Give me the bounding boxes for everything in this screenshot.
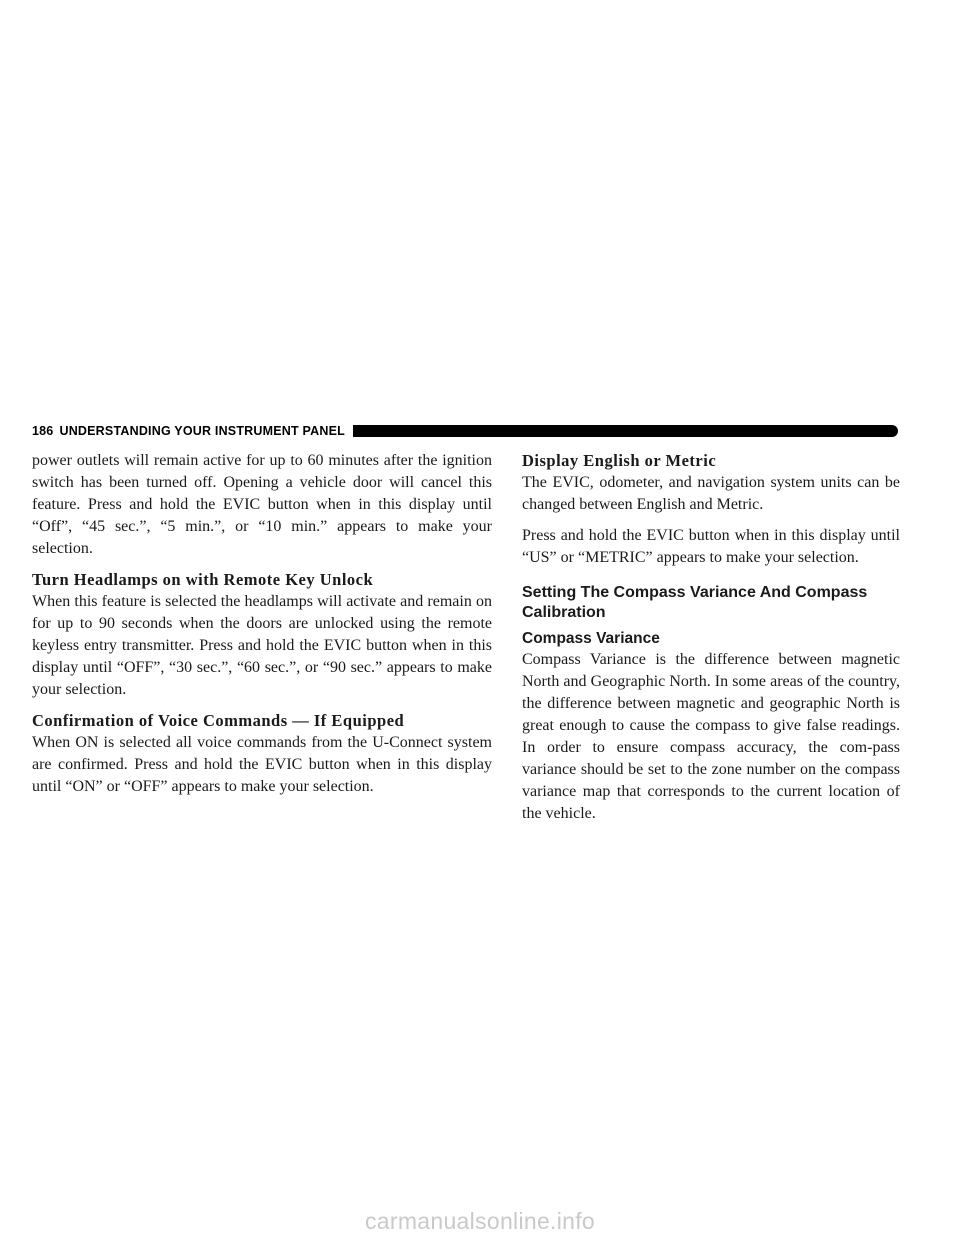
voice-commands-paragraph: When ON is selected all voice commands from the U-Connect system are confirmed. Press and hold the EVIC button when in this display until “ON” or “OFF” appears to make your selection. (32, 734, 492, 795)
compass-variance-paragraph: Compass Variance is the difference between magnetic North and Geographic North. In some areas of the country, the difference between magnetic and geographic North is great enough to cause the compass to give false readings. In order to ensure compass accuracy, the com-pass variance should be set to the zone number on the compass variance map that corresponds to the current location of the vehicle. (522, 651, 900, 822)
section-title: UNDERSTANDING YOUR INSTRUMENT PANEL (59, 424, 345, 438)
compass-variance-heading: Compass Variance (522, 630, 660, 647)
intro-paragraph: power outlets will remain active for up to 60 minutes after the ignition switch has been turned off. Opening a vehicle door will cancel this feature. Press and hold the EVIC button when in this display until “Off”, “45 sec.”, “5 min.”, or “10 min.” appears to make your selection. (32, 452, 492, 557)
left-column (32, 450, 492, 807)
header-rule (353, 425, 898, 437)
page-number: 186 (32, 424, 54, 438)
headlamps-paragraph: When this feature is selected the headlamps will activate and remain on for up to 90 seconds when the doors are unlocked using the remote keyless entry transmitter. Press and hold the EVIC button when in this display until “OFF”, “30 sec.”, “60 sec.”, or “90 sec.” appears to make your selection. (32, 593, 492, 698)
right-column (522, 450, 900, 834)
page-header (32, 424, 898, 438)
display-units-paragraph-2: Press and hold the EVIC button when in this display until “US” or “METRIC” appears to make your selection. (522, 527, 900, 566)
headlamps-heading: Turn Headlamps on with Remote Key Unlock (32, 570, 374, 589)
watermark: carmanualsonline.info (364, 1208, 596, 1234)
display-units-heading: Display English or Metric (522, 451, 717, 470)
compass-section-heading: Setting The Compass Variance And Compass Calibration (522, 584, 868, 621)
display-units-paragraph-1: The EVIC, odometer, and navigation system units can be changed between English and Metric. (522, 474, 900, 513)
voice-commands-heading: Confirmation of Voice Commands — If Equipped (32, 711, 405, 730)
